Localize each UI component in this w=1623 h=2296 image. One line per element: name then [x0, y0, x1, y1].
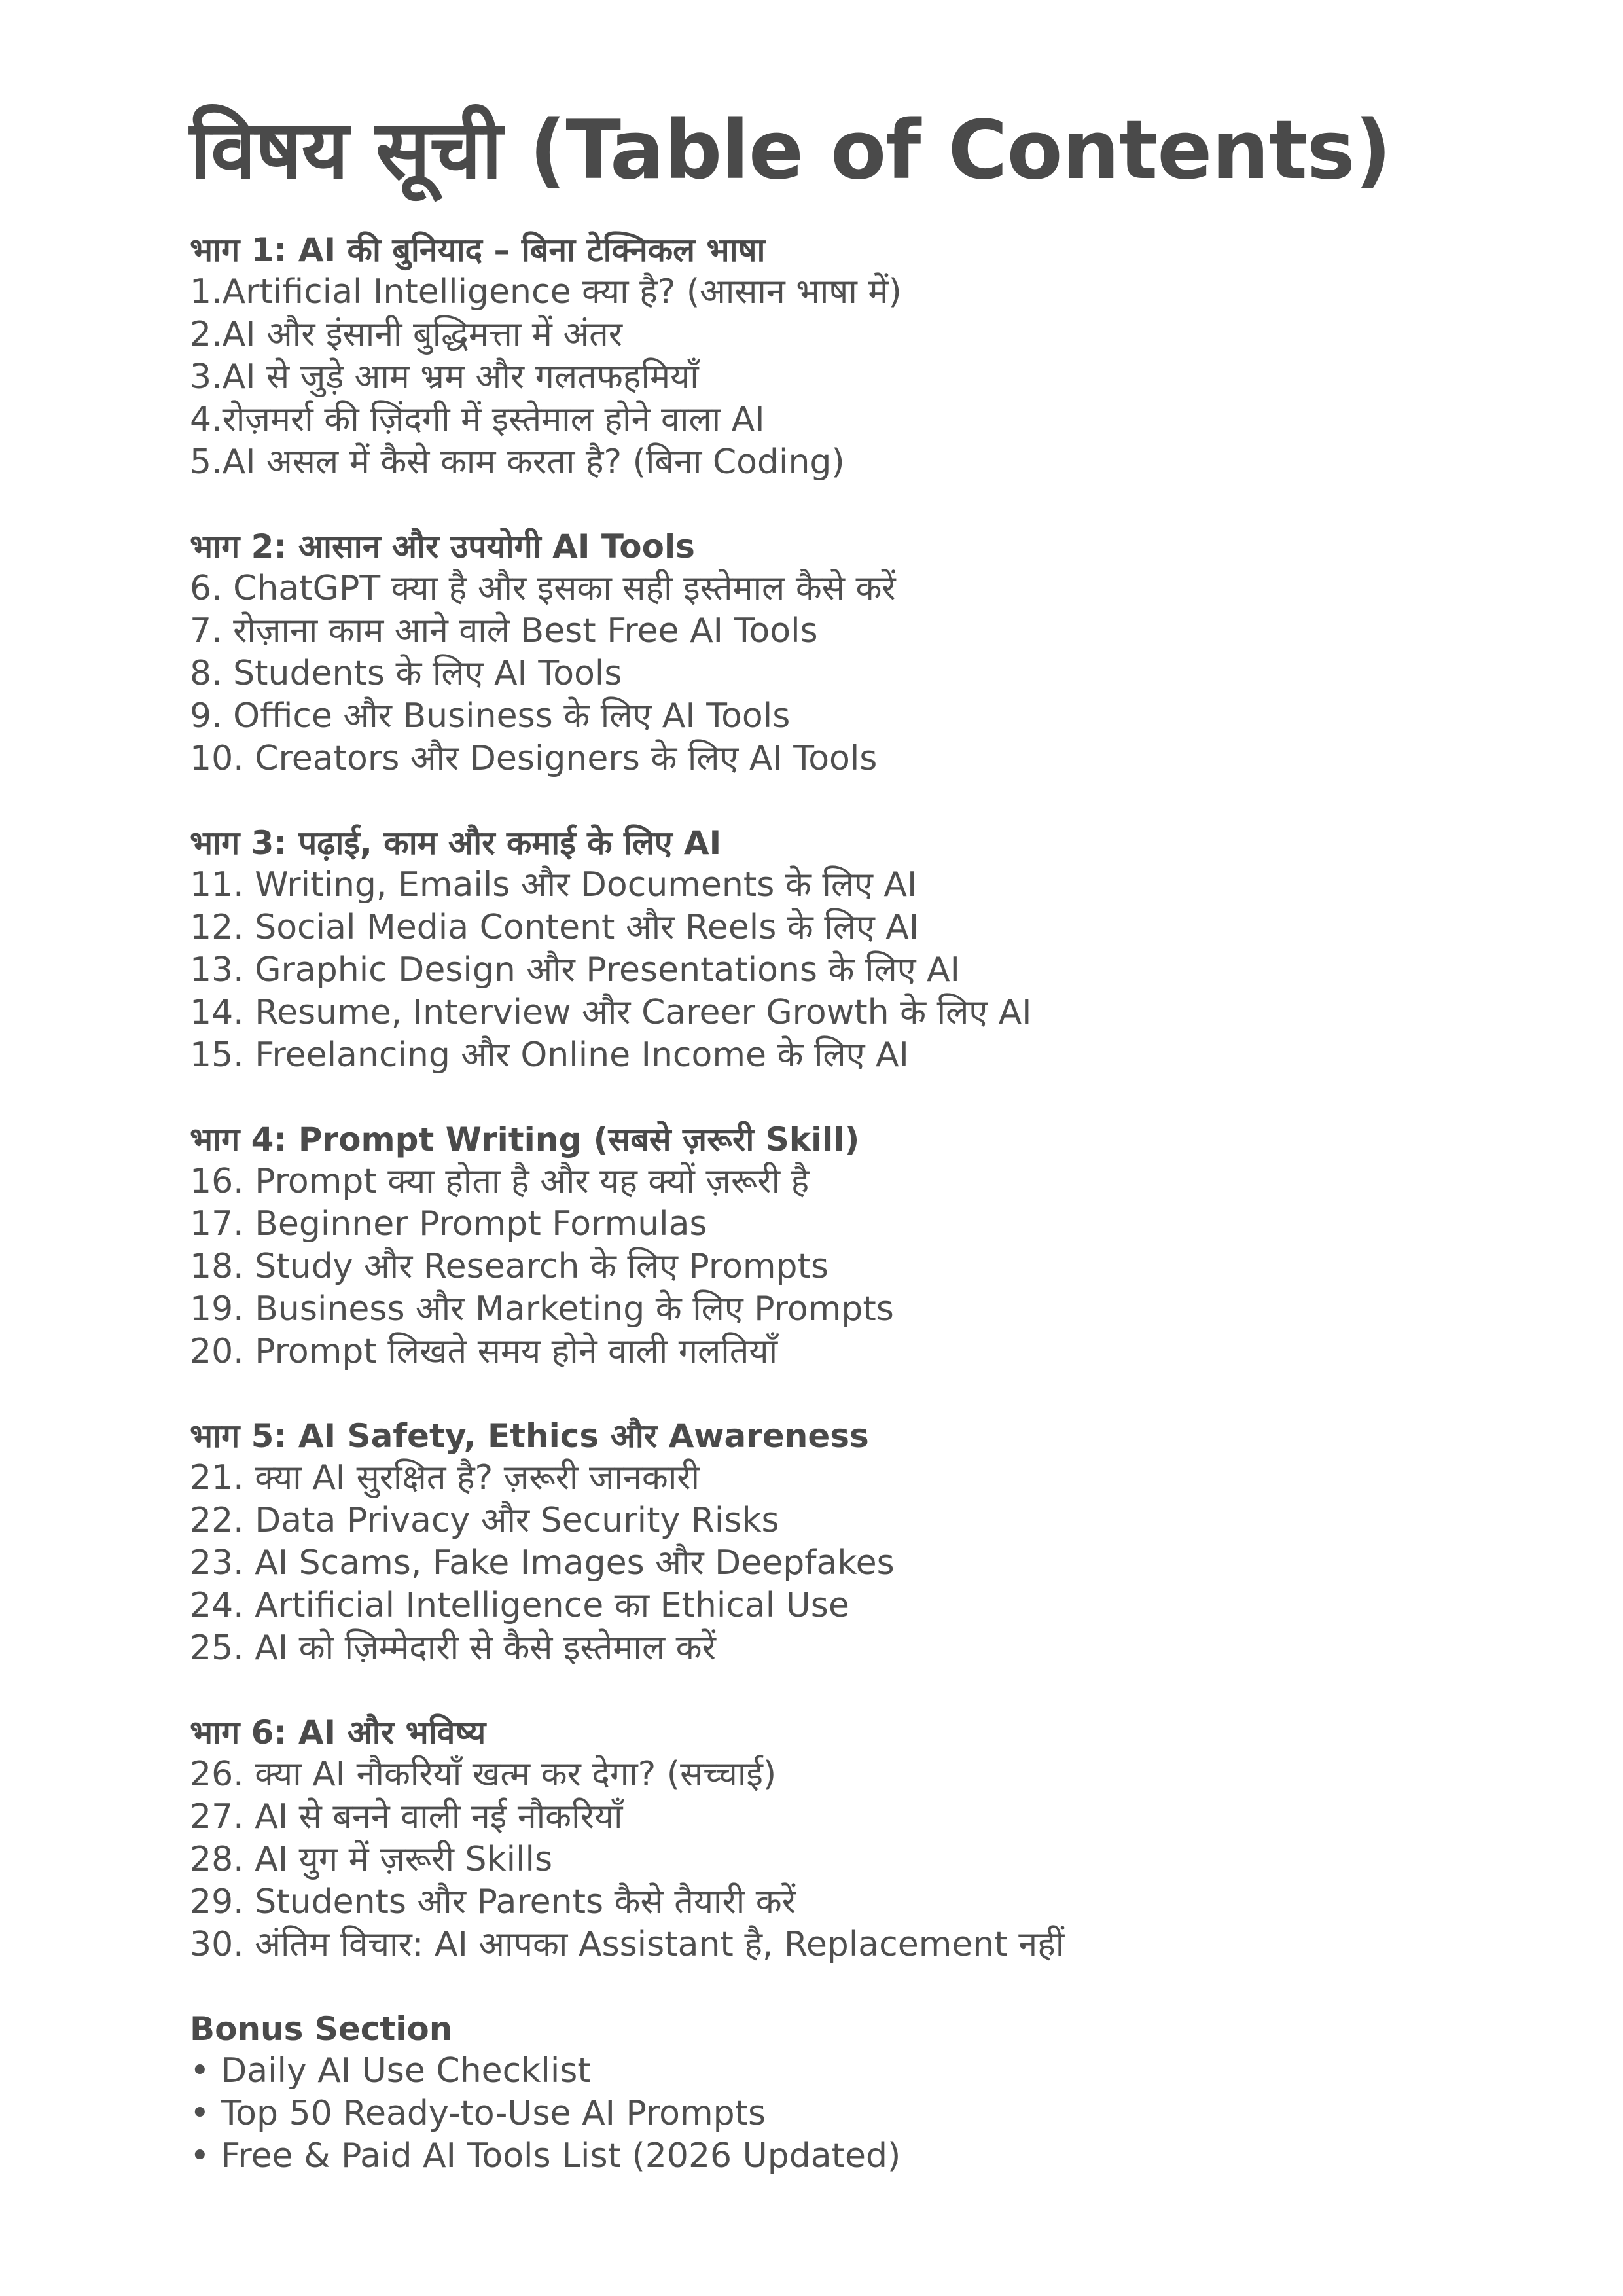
section-part-1 — [190, 229, 1499, 484]
toc-entry: 9. Office और Business के लिए AI Tools — [190, 696, 791, 736]
section-heading: भाग 5: AI Safety, Ethics और Awareness — [190, 1417, 869, 1455]
toc-entry: 1.Artificial Intelligence क्या है? (आसान भाषा में) — [190, 272, 902, 312]
toc-entry: 4.रोज़मर्रा की ज़िंदगी में इस्तेमाल होने वाला AI — [190, 400, 765, 439]
toc-entry: 29. Students और Parents कैसे तैयारी करें — [190, 1882, 796, 1922]
toc-entry: 23. AI Scams, Fake Images और Deepfakes — [190, 1543, 895, 1583]
section-items — [190, 1457, 1499, 1670]
section-heading: Bonus Section — [190, 2010, 453, 2048]
section-heading: भाग 4: Prompt Writing (सबसे ज़रूरी Skill) — [190, 1121, 860, 1158]
section-bonus — [190, 2008, 1499, 2178]
toc-entry: 17. Beginner Prompt Formulas — [190, 1204, 707, 1244]
bonus-entry: • Daily AI Use Checklist — [190, 2051, 591, 2090]
toc-entry: 19. Business और Marketing के लिए Prompts — [190, 1289, 894, 1329]
toc-entry: 10. Creators और Designers के लिए AI Tools — [190, 739, 878, 778]
toc-entry: 7. रोज़ाना काम आने वाले Best Free AI Tools — [190, 611, 818, 651]
section-items — [190, 567, 1499, 780]
toc-entry: 21. क्या AI सुरक्षित है? ज़रूरी जानकारी — [190, 1458, 700, 1498]
section-part-3 — [190, 822, 1499, 1077]
section-heading: भाग 1: AI की बुनियाद – बिना टेक्निकल भाषा — [190, 231, 766, 269]
toc-entry: 5.AI असल में कैसे काम करता है? (बिना Coding) — [190, 442, 845, 482]
toc-entry: 12. Social Media Content और Reels के लिए AI — [190, 908, 919, 947]
bonus-entry: • Free & Paid AI Tools List (2026 Updated) — [190, 2136, 901, 2176]
section-part-5 — [190, 1415, 1499, 1670]
section-part-6 — [190, 1712, 1499, 1966]
toc-entry: 8. Students के लिए AI Tools — [190, 654, 622, 693]
section-heading: भाग 3: पढ़ाई, काम और कमाई के लिए AI — [190, 824, 722, 862]
toc-entry: 13. Graphic Design और Presentations के लिए AI — [190, 950, 960, 990]
bonus-entry: • Top 50 Ready-to-Use AI Prompts — [190, 2094, 766, 2133]
toc-entry: 27. AI से बनने वाली नई नौकरियाँ — [190, 1797, 623, 1837]
section-items — [190, 864, 1499, 1077]
toc-entry: 15. Freelancing और Online Income के लिए AI — [190, 1035, 909, 1075]
page-title: विषय सूची (Table of Contents) — [190, 103, 1391, 198]
section-items — [190, 1160, 1499, 1373]
toc-entry: 30. अंतिम विचार: AI आपका Assistant है, Replacement नहीं — [190, 1925, 1065, 1964]
section-heading: भाग 6: AI और भविष्य — [190, 1713, 486, 1751]
toc-entry: 14. Resume, Interview और Career Growth के लिए AI — [190, 993, 1032, 1032]
toc-entry: 25. AI को ज़िम्मेदारी से कैसे इस्तेमाल करें — [190, 1628, 716, 1668]
section-part-2 — [190, 526, 1499, 780]
toc-entry: 28. AI युग में ज़रूरी Skills — [190, 1840, 553, 1879]
toc-entry: 22. Data Privacy और Security Risks — [190, 1501, 779, 1540]
toc-entry: 2.AI और इंसानी बुद्धिमत्ता में अंतर — [190, 315, 623, 354]
section-items — [190, 1753, 1499, 1966]
section-part-4 — [190, 1119, 1499, 1373]
toc-entry: 11. Writing, Emails और Documents के लिए AI — [190, 865, 918, 905]
toc-entry: 26. क्या AI नौकरियाँ खत्म कर देगा? (सच्चाई) — [190, 1755, 777, 1794]
toc-entry: 24. Artificial Intelligence का Ethical Use — [190, 1586, 849, 1625]
toc-entry: 18. Study और Research के लिए Prompts — [190, 1247, 829, 1286]
section-items — [190, 271, 1499, 484]
toc-entry: 3.AI से जुड़े आम भ्रम और गलतफहमियाँ — [190, 357, 699, 397]
toc-entry: 6. ChatGPT क्या है और इसका सही इस्तेमाल कैसे करें — [190, 569, 896, 608]
toc-entry: 20. Prompt लिखते समय होने वाली गलतियाँ — [190, 1332, 778, 1371]
section-heading: भाग 2: आसान और उपयोगी AI Tools — [190, 528, 695, 565]
section-items — [190, 2050, 1499, 2178]
toc-entry: 16. Prompt क्या होता है और यह क्यों ज़रूरी है — [190, 1162, 810, 1201]
toc-page — [190, 98, 1499, 2219]
